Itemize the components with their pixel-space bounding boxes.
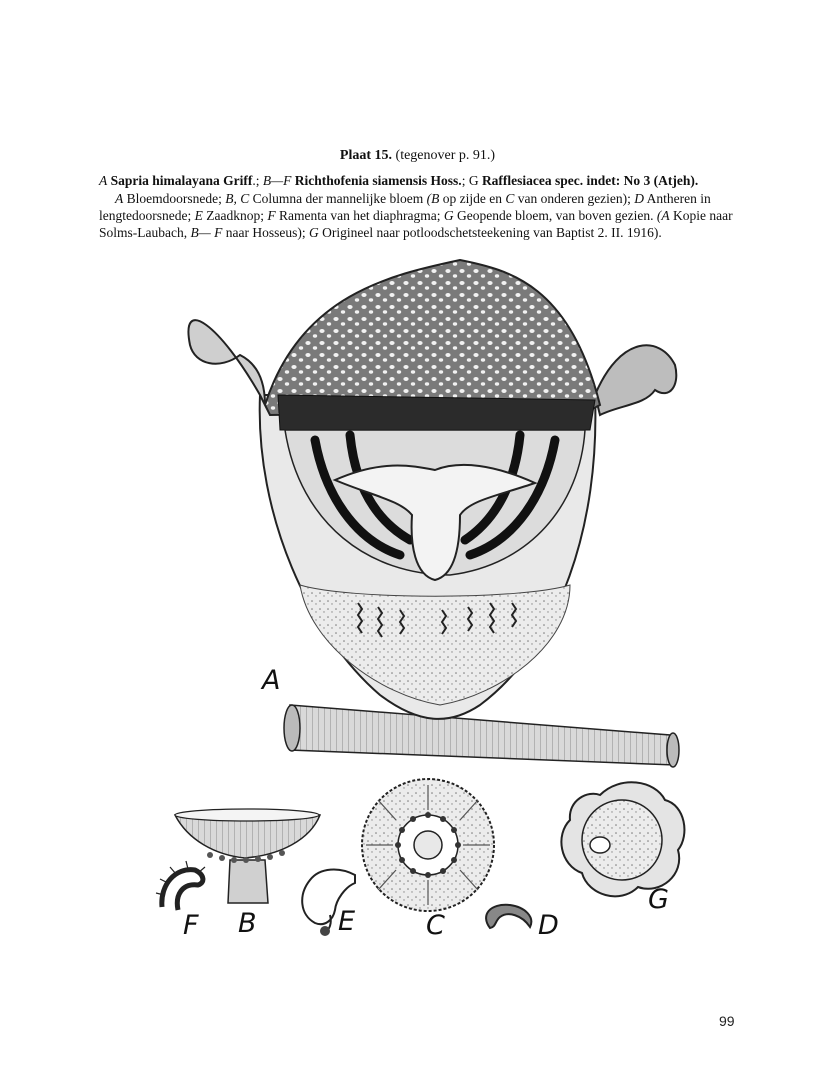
species-sapria: Sapria himalayana Griff xyxy=(110,173,253,188)
figure-c-column-below xyxy=(362,779,494,911)
species-line xyxy=(99,173,739,189)
separator: ; G xyxy=(461,173,479,188)
legend-text: Ramenta van het diaphragma; xyxy=(275,208,444,223)
legend-text: op zijde en xyxy=(439,191,506,206)
legend-letter: (B xyxy=(426,191,440,206)
legend-text: Origineel naar potloodschetsteekening van Baptist 2. II. 1916). xyxy=(318,225,662,240)
legend-letter: D xyxy=(634,191,645,206)
legend-text: naar Hosseus); xyxy=(222,225,309,240)
plate-reference: (tegenover p. 91.) xyxy=(395,148,496,163)
legend-letter: F xyxy=(267,208,276,223)
legend-text: Zaadknop; xyxy=(202,208,268,223)
separator: .; xyxy=(252,173,263,188)
species-rafflesiacea: Rafflesiacea spec. indet: No 3 (Atjeh). xyxy=(481,173,699,188)
legend-letter: (A xyxy=(656,208,670,223)
botanical-plate-illustration xyxy=(150,255,710,975)
legend-text: Columna der mannelijke bloem xyxy=(249,191,427,206)
legend-letter: A xyxy=(115,191,124,206)
label-figure-f: F xyxy=(183,910,199,941)
label-figure-b: B xyxy=(238,908,257,939)
legend-text: van onderen gezien); xyxy=(514,191,635,206)
legend-text: Bloemdoorsnede; xyxy=(123,191,226,206)
legend-text: Kopie naar Solms-Laubach, xyxy=(99,208,733,240)
range-b-f: B—F xyxy=(262,173,292,188)
legend-text: Antheren in lengtedoorsnede; xyxy=(99,191,711,223)
plate-title xyxy=(0,148,835,164)
stalk xyxy=(284,705,679,767)
legend-letter: G xyxy=(443,208,454,223)
label-figure-g: G xyxy=(648,884,669,915)
legend-letter: B, C xyxy=(225,191,250,206)
legend-letter: E xyxy=(194,208,203,223)
figure-f-ramenta xyxy=(156,861,205,910)
species-richthofenia: Richthofenia siamensis Hoss. xyxy=(294,173,462,188)
legend-text: Geopende bloem, van boven gezien. xyxy=(453,208,657,223)
letter-a: A xyxy=(99,173,108,188)
figure-b-column-side xyxy=(175,809,320,903)
legend-letter: C xyxy=(505,191,515,206)
figure-d-anthers xyxy=(486,905,531,928)
figure-g-opened-flower xyxy=(561,782,684,896)
label-figure-e: E xyxy=(338,906,356,937)
label-figure-d: D xyxy=(538,910,559,941)
label-figure-a: A xyxy=(262,665,281,696)
legend-letter: G xyxy=(308,225,319,240)
legend-letter: B— F xyxy=(190,225,223,240)
page-number: 99 xyxy=(719,1013,735,1029)
figure-legend xyxy=(99,190,739,241)
plate-label: Plaat 15. xyxy=(339,148,393,163)
label-figure-c: C xyxy=(426,910,445,941)
